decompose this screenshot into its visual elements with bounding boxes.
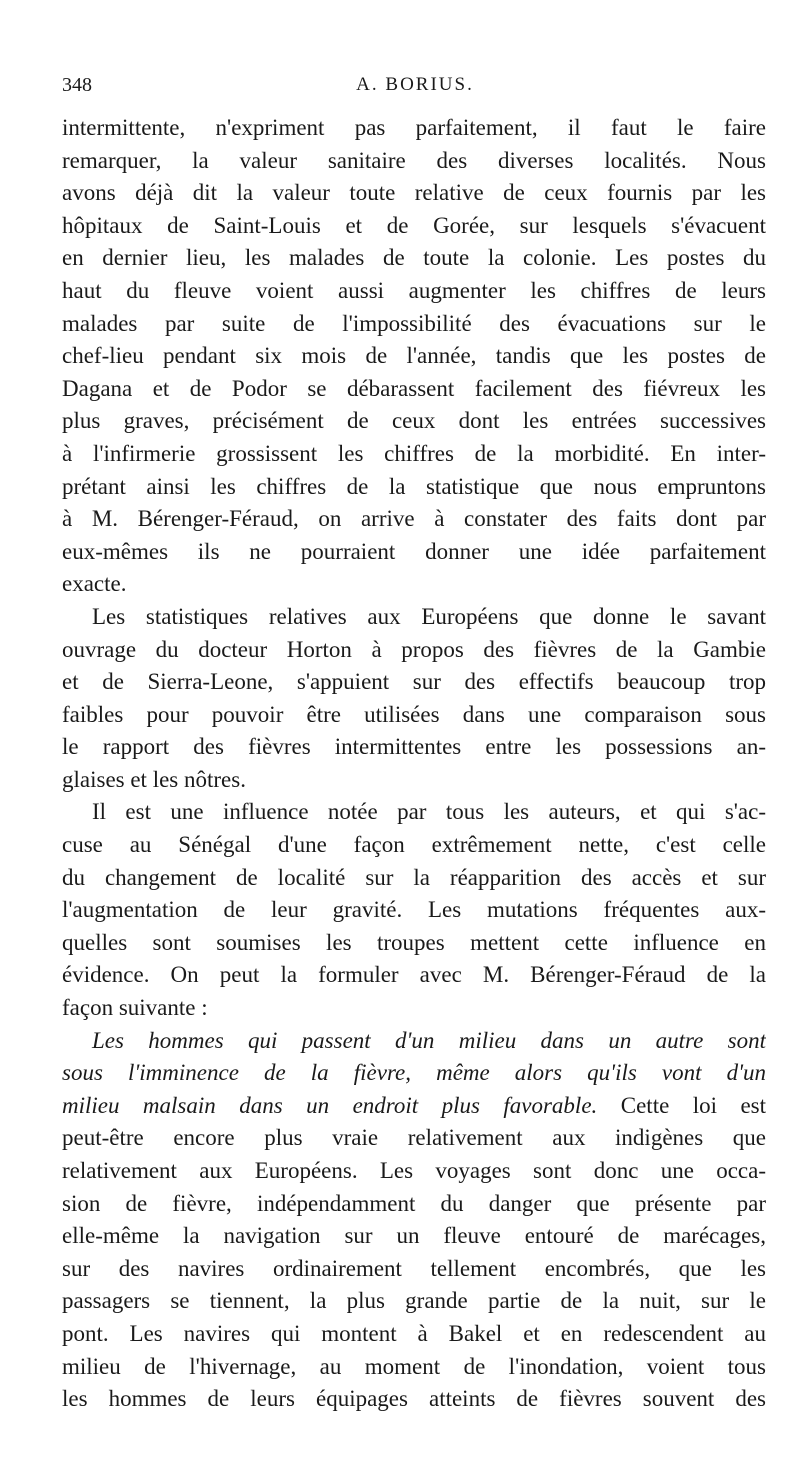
text-line: du changement de localité sur la réapparition des accès et sur xyxy=(62,864,766,890)
text-line xyxy=(62,1025,766,1058)
paragraph-4 xyxy=(62,1025,766,1416)
text-line: haut du fleuve voient aussi augmenter les chiffres de leurs xyxy=(62,277,766,303)
text-line: malades par suite de l'impossibilité des évacuations sur le xyxy=(62,310,766,336)
text-line xyxy=(62,1090,766,1123)
text-line: faibles pour pouvoir être utilisées dans une comparaison sous xyxy=(62,701,766,727)
text-line: Les statistiques relatives aux Européens que donne le savant xyxy=(92,603,766,629)
text-line: relativement aux Européens. Les voyages sont donc une occa- xyxy=(62,1158,766,1183)
text-line: elle-même la navigation sur un fleuve entouré de marécages, xyxy=(62,1223,766,1249)
text-line: chef-lieu pendant six mois de l'année, tandis que les postes de xyxy=(62,343,766,369)
text-line: évidence. On peut la formuler avec M. Bérenger-Féraud de la xyxy=(62,962,766,988)
text-line: à M. Bérenger-Féraud, on arrive à constater des faits dont par xyxy=(62,506,766,532)
text-line: eux-mêmes ils ne pourraient donner une idée parfaitement xyxy=(62,538,766,564)
text-line: ouvrage du docteur Horton à propos des fièvres de la Gambie xyxy=(62,636,766,662)
text-line: milieu de l'hivernage, au moment de l'inondation, voient tous xyxy=(62,1353,766,1379)
paragraph-2 xyxy=(62,601,766,797)
text-line: exacte. xyxy=(62,571,127,597)
text-line: avons déjà dit la valeur toute relative de ceux fournis par les xyxy=(62,180,766,206)
text-line xyxy=(62,1057,766,1090)
text-line: cuse au Sénégal d'une façon extrêmement nette, c'est celle xyxy=(62,832,766,858)
text-line: le rapport des fièvres intermittentes entre les possessions an- xyxy=(62,734,766,760)
italic-quote: milieu malsain dans un endroit plus favorable. xyxy=(62,1092,598,1118)
italic-quote: sous l'imminence de la fièvre, même alors qu'ils vont d'un xyxy=(62,1060,766,1086)
text-line: passagers se tiennent, la plus grande partie de la nuit, sur le xyxy=(62,1288,766,1314)
text-line: façon suivante : xyxy=(62,995,208,1021)
text-line: plus graves, précisément de ceux dont les entrées successives xyxy=(62,408,766,434)
page-number: 348 xyxy=(62,74,92,96)
text-line: intermittente, n'expriment pas parfaitement, il faut le faire xyxy=(62,115,766,140)
text-line: hôpitaux de Saint-Louis et de Gorée, sur lesquels s'évacuent xyxy=(62,212,766,238)
text-line: quelles sont soumises les troupes mettent cette influence en xyxy=(62,929,766,955)
paragraph-1 xyxy=(62,112,766,601)
text-line: Dagana et de Podor se débarassent facilement des fiévreux les xyxy=(62,375,766,401)
italic-quote: Les hommes qui passent d'un milieu dans un autre sont xyxy=(92,1027,766,1053)
text-line: remarquer, la valeur sanitaire des diverses localités. Nous xyxy=(62,147,766,173)
text-line: peut-être encore plus vraie relativement aux indigènes que xyxy=(62,1125,766,1151)
text-line: les hommes de leurs équipages atteints de fièvres souvent des xyxy=(62,1386,766,1412)
paragraph-3 xyxy=(62,796,766,1024)
text-line: l'augmentation de leur gravité. Les mutations fréquentes aux- xyxy=(62,897,766,923)
text-line: et de Sierra-Leone, s'appuient sur des effectifs beaucoup trop xyxy=(62,669,766,695)
text-line: sur des navires ordinairement tellement encombrés, que les xyxy=(62,1255,766,1281)
body-text xyxy=(62,112,766,1416)
text-line: Il est une influence notée par tous les auteurs, et qui s'ac- xyxy=(92,799,766,825)
text-line: prétant ainsi les chiffres de la statistique que nous empruntons xyxy=(62,473,766,499)
text-continuation: Cette loi est xyxy=(620,1092,766,1118)
text-line: en dernier lieu, les malades de toute la colonie. Les postes du xyxy=(62,245,766,271)
text-line: pont. Les navires qui montent à Bakel et en redescendent au xyxy=(62,1320,766,1346)
running-head: A. BORIUS. xyxy=(356,74,474,95)
text-line: glaises et les nôtres. xyxy=(62,766,246,792)
text-line: sion de fièvre, indépendamment du danger que présente par xyxy=(62,1190,766,1216)
page-header xyxy=(62,70,768,104)
text-line: à l'infirmerie grossissent les chiffres de la morbidité. En inter- xyxy=(62,440,766,466)
